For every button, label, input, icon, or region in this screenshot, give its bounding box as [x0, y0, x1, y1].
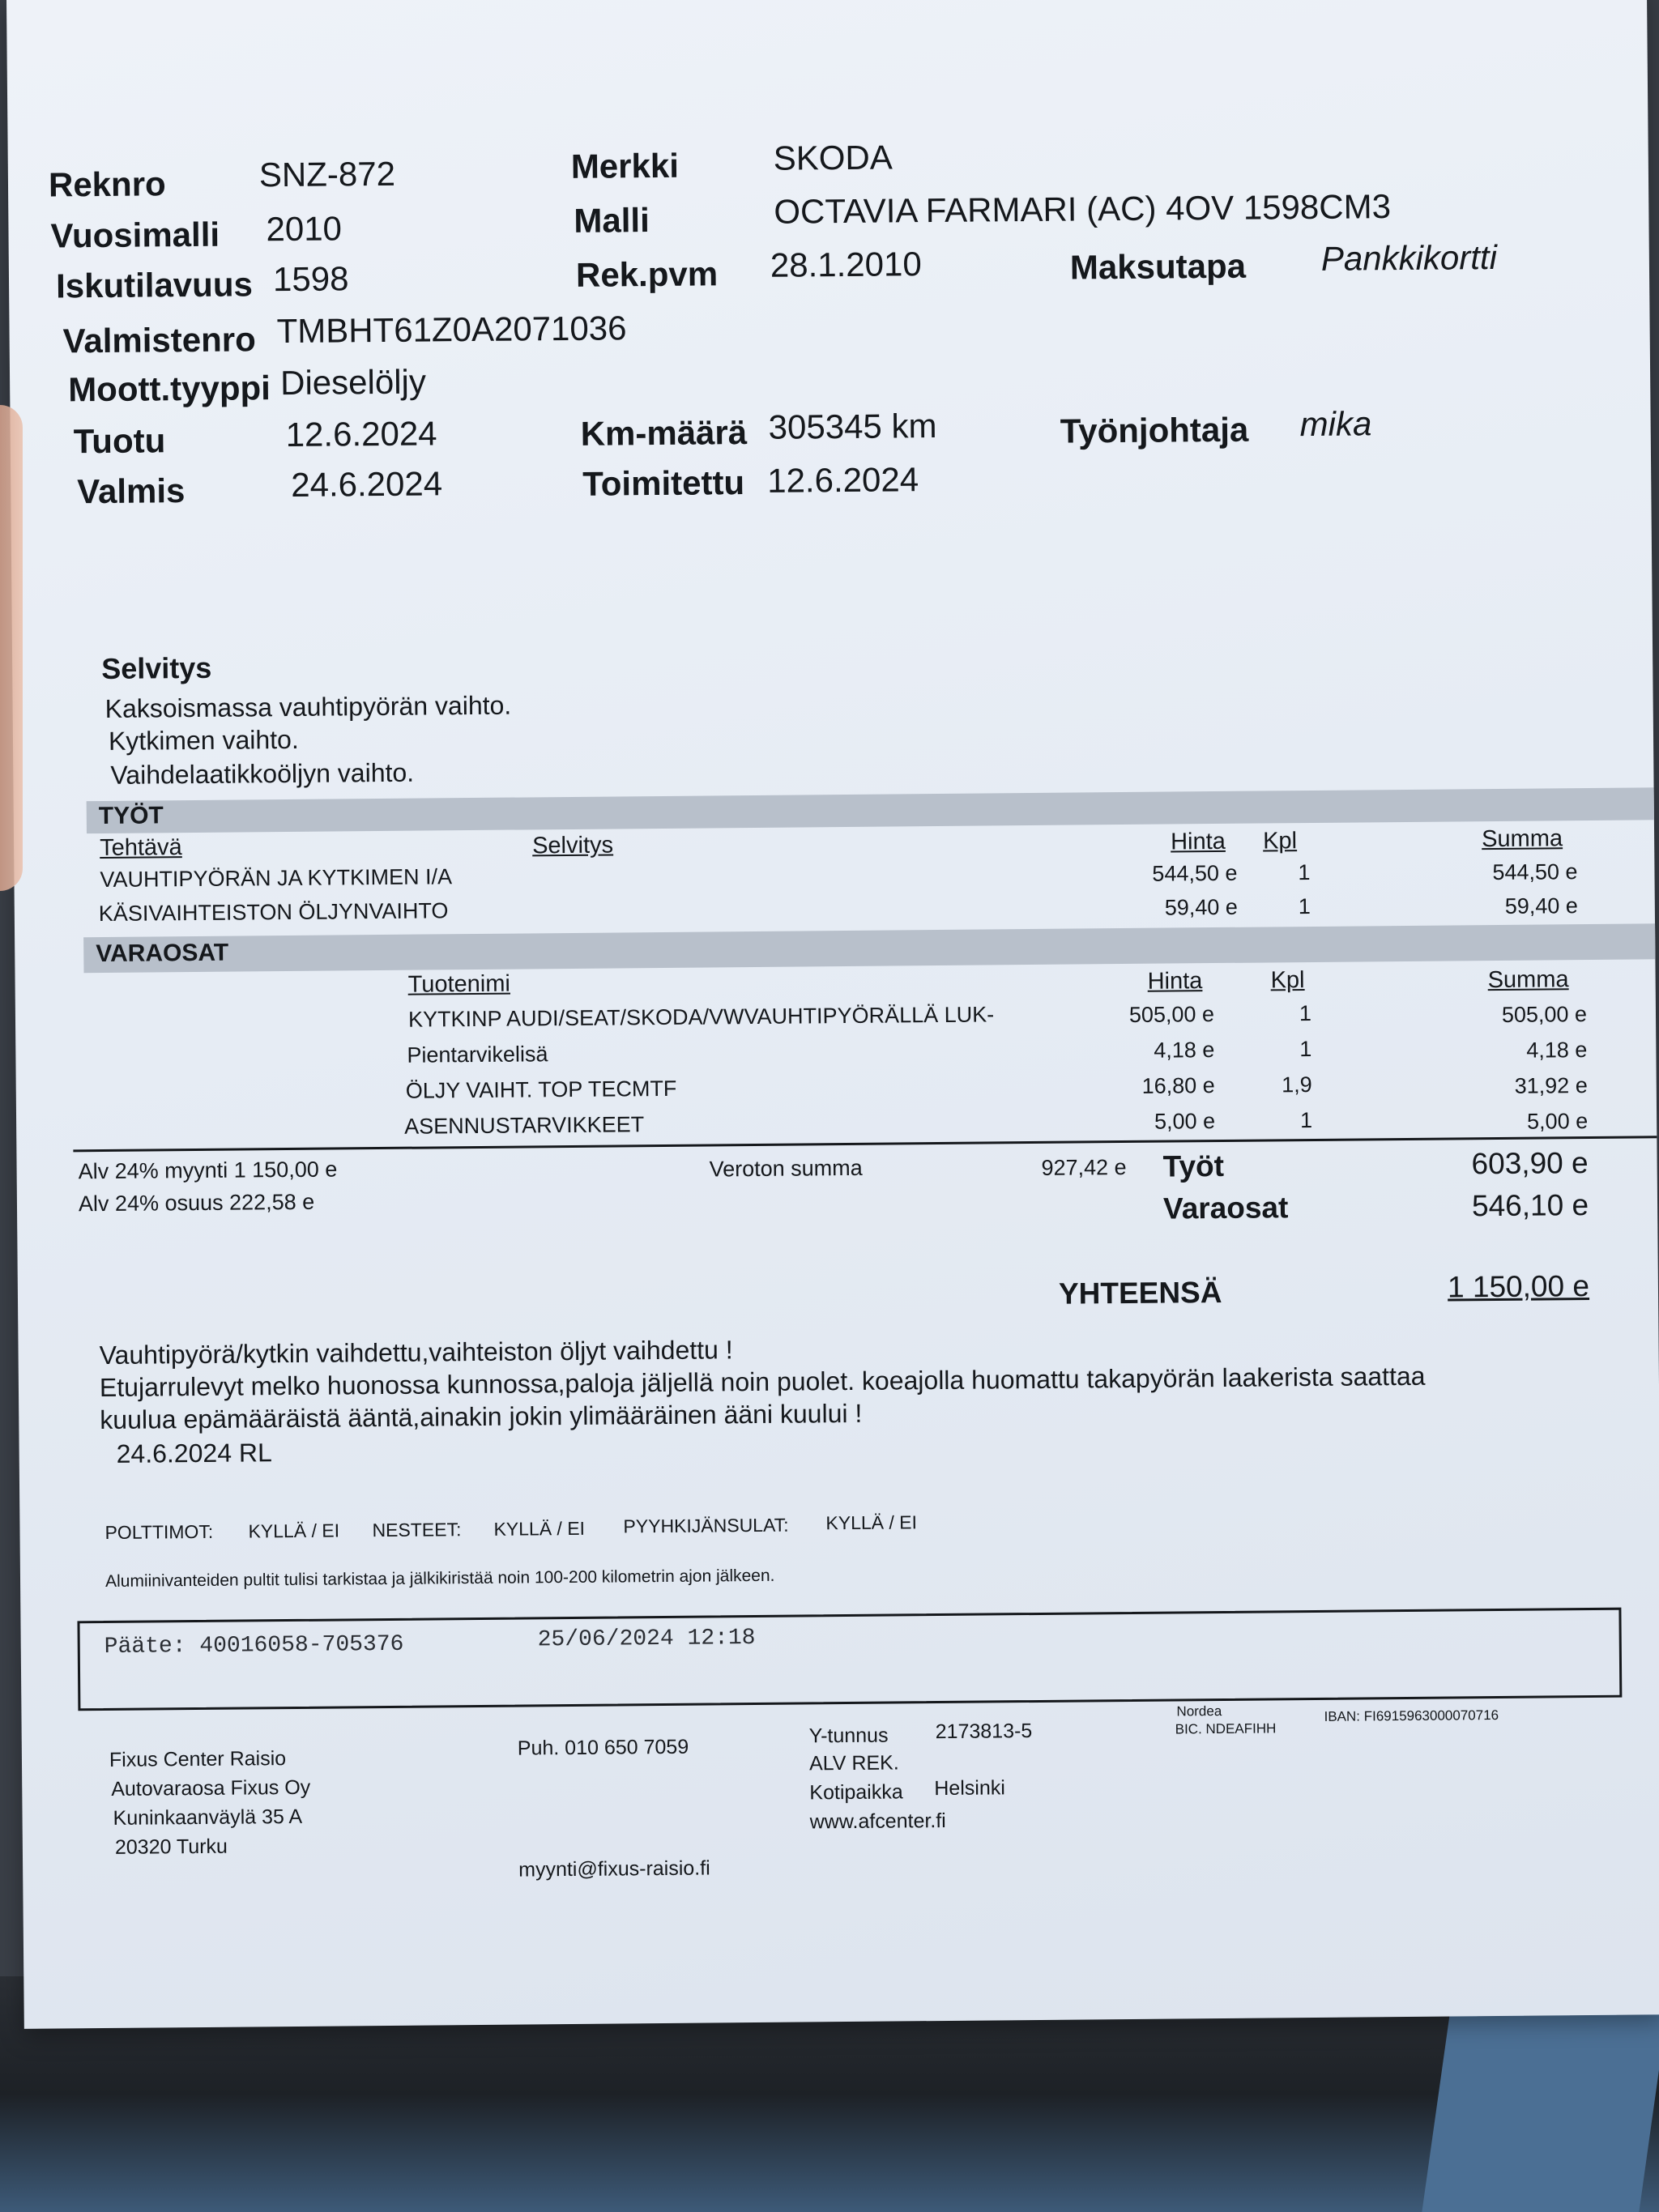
maksutapa-label: Maksutapa — [1069, 246, 1247, 287]
pyyhkijansulat-value: KYLLÄ / EI — [825, 1511, 918, 1534]
varaosat-qty: 1 — [1299, 1000, 1312, 1026]
varaosat-qty: 1 — [1299, 1036, 1312, 1062]
iskutilavuus-label: Iskutilavuus — [55, 265, 254, 305]
polttimot-label: POLTTIMOT: — [104, 1520, 214, 1544]
note-line: kuulua epämääräistä ääntä,ainakin jokin ylimääräinen ääni kuului ! — [100, 1398, 863, 1435]
reknro-value: SNZ-872 — [258, 154, 396, 194]
website: www.afcenter.fi — [809, 1809, 946, 1834]
tyot-name: VAUHTIPYÖRÄN JA KYTKIMEN I/A — [100, 864, 453, 893]
alv-rek: ALV REK. — [808, 1751, 899, 1775]
varaosat-price: 16,80 e — [1141, 1073, 1215, 1098]
reknro-label: Reknro — [48, 164, 166, 204]
payment-terminal-box — [77, 1608, 1622, 1711]
col-hinta: Hinta — [1147, 968, 1203, 995]
paate-id: Pääte: 40016058-705376 — [104, 1631, 404, 1660]
varaosat-price: 4,18 e — [1154, 1038, 1215, 1063]
veroton-label: Veroton summa — [709, 1155, 863, 1182]
ytunnus-label: Y-tunnus — [808, 1724, 889, 1748]
col-kpl: Kpl — [1262, 828, 1298, 855]
thumb — [0, 405, 23, 891]
varaosat-name: KYTKINP AUDI/SEAT/SKODA/VWVAUHTIPYÖRÄLLÄ LUK- — [407, 1002, 995, 1032]
km-maara-value: 305345 km — [768, 406, 937, 446]
ytunnus-value: 2173813-5 — [935, 1720, 1033, 1744]
alv-osuus: Alv 24% osuus 222,58 e — [78, 1189, 315, 1217]
yhteensa-value: 1 150,00 e — [1447, 1269, 1590, 1304]
rekpvm-label: Rek.pvm — [575, 254, 719, 294]
km-maara-label: Km-määrä — [580, 413, 748, 453]
company-name: Fixus Center Raisio — [109, 1747, 287, 1771]
malli-label: Malli — [574, 201, 650, 240]
tyonjohtaja-label: Työnjohtaja — [1060, 410, 1249, 450]
tyonjohtaja-value: mika — [1299, 404, 1372, 444]
tyot-name: KÄSIVAIHTEISTON ÖLJYNVAIHTO — [98, 898, 449, 927]
col-kpl: Kpl — [1270, 967, 1305, 994]
merkki-value: SKODA — [773, 138, 893, 177]
polttimot-value: KYLLÄ / EI — [248, 1519, 340, 1542]
col-summa: Summa — [1481, 825, 1563, 853]
payment-datetime: 25/06/2024 12:18 — [537, 1626, 756, 1653]
yhteensa-label: YHTEENSÄ — [1058, 1275, 1222, 1311]
maksutapa-value: Pankkikortti — [1320, 237, 1498, 278]
selvitys-line: Vaihdelaatikkoöljyn vaihto. — [110, 757, 415, 790]
merkki-label: Merkki — [570, 146, 680, 185]
valmis-label: Valmis — [77, 471, 186, 511]
toimitettu-label: Toimitettu — [582, 463, 745, 503]
tyot-sum: 544,50 e — [1492, 859, 1578, 885]
tyot-price: 544,50 e — [1152, 860, 1238, 886]
varaosat-total-value: 546,10 e — [1471, 1188, 1589, 1223]
varaosat-sum: 4,18 e — [1526, 1038, 1588, 1063]
iskutilavuus-value: 1598 — [272, 259, 349, 299]
tyot-qty: 1 — [1298, 893, 1311, 919]
varaosat-qty: 1,9 — [1282, 1072, 1312, 1097]
varaosat-sum: 31,92 e — [1514, 1073, 1588, 1098]
alv-myynti: Alv 24% myynti 1 150,00 e — [78, 1157, 338, 1184]
varaosat-qty: 1 — [1299, 1107, 1313, 1133]
selvitys-line: Kaksoismassa vauhtipyörän vaihto. — [104, 690, 512, 723]
col-tehtava: Tehtävä — [100, 834, 182, 862]
col-hinta: Hinta — [1170, 828, 1226, 855]
pyyhkijansulat-label: PYYHKIJÄNSULAT: — [623, 1514, 789, 1537]
moottorityyppi-label: Moott.tyyppi — [67, 369, 271, 409]
rekpvm-value: 28.1.2010 — [770, 245, 922, 284]
note-line: Vauhtipyörä/kytkin vaihdettu,vaihteiston öljyt vaihdettu ! — [99, 1335, 733, 1370]
kotipaikka-label: Kotipaikka — [809, 1780, 903, 1805]
vuosimalli-label: Vuosimalli — [50, 215, 220, 255]
tyot-total-value: 603,90 e — [1471, 1146, 1589, 1181]
address-street: Kuninkaanväylä 35 A — [113, 1805, 303, 1830]
note-date: 24.6.2024 RL — [116, 1438, 272, 1468]
nesteet-label: NESTEET: — [372, 1519, 462, 1541]
varaosat-sum: 5,00 e — [1526, 1109, 1589, 1134]
selvitys-line: Kytkimen vaihto. — [108, 724, 299, 756]
nesteet-value: KYLLÄ / EI — [493, 1517, 586, 1540]
varaosat-band — [83, 923, 1655, 973]
kotipaikka-value: Helsinki — [934, 1776, 1005, 1801]
varaosat-name: ASENNUSTARVIKKEET — [404, 1112, 645, 1139]
varaosat-title: VARAOSAT — [96, 939, 229, 968]
malli-value: OCTAVIA FARMARI (AC) 4OV 1598CM3 — [774, 187, 1392, 231]
address-city: 20320 Turku — [114, 1835, 228, 1859]
tyot-total-label: Työt — [1162, 1149, 1225, 1183]
tyot-title: TYÖT — [98, 802, 164, 830]
bank-name: Nordea — [1176, 1703, 1222, 1720]
valmistenro-label: Valmistenro — [62, 320, 256, 360]
phone: Puh. 010 650 7059 — [517, 1735, 689, 1760]
tyot-price: 59,40 e — [1164, 894, 1238, 920]
invoice-paper — [6, 0, 1659, 2029]
tyot-band — [87, 787, 1654, 833]
varaosat-price: 5,00 e — [1154, 1109, 1216, 1134]
tyot-sum: 59,40 e — [1504, 893, 1578, 918]
tyot-qty: 1 — [1298, 859, 1311, 885]
bic: BIC. NDEAFIHH — [1175, 1720, 1277, 1737]
varaosat-total-label: Varaosat — [1162, 1191, 1289, 1225]
alumiini-note: Alumiinivanteiden pultit tulisi tarkistaa ja jälkikiristää noin 100-200 kilometrin ajon jälkeen. — [104, 1566, 775, 1592]
varaosat-name: Pientarvikelisä — [407, 1042, 548, 1068]
tuotu-value: 12.6.2024 — [285, 414, 437, 454]
vuosimalli-value: 2010 — [266, 209, 343, 249]
valmis-value: 24.6.2024 — [291, 464, 443, 504]
tuotu-label: Tuotu — [73, 421, 166, 461]
varaosat-price: 505,00 e — [1128, 1002, 1215, 1027]
col-tuotenimi: Tuotenimi — [407, 970, 511, 998]
iban: IBAN: FI6915963000070716 — [1324, 1707, 1499, 1724]
selvitys-title: Selvitys — [101, 650, 212, 686]
varaosat-sum: 505,00 e — [1501, 1002, 1588, 1027]
moottorityyppi-value: Dieselöljy — [279, 362, 427, 403]
veroton-value: 927,42 e — [1041, 1154, 1127, 1180]
note-line: Etujarrulevyt melko huonossa kunnossa,paloja jäljellä noin puolet. koeajolla huomattu takapyörän laakerista saattaa — [99, 1361, 1426, 1403]
col-summa: Summa — [1487, 966, 1569, 994]
valmistenro-value: TMBHT61Z0A2071036 — [276, 309, 627, 351]
toimitettu-value: 12.6.2024 — [767, 460, 919, 500]
varaosat-name: ÖLJY VAIHT. TOP TECMTF — [405, 1076, 677, 1103]
col-selvitys: Selvitys — [531, 832, 614, 859]
company-legal-name: Autovaraosa Fixus Oy — [111, 1775, 311, 1801]
email: myynti@fixus-raisio.fi — [518, 1856, 710, 1882]
